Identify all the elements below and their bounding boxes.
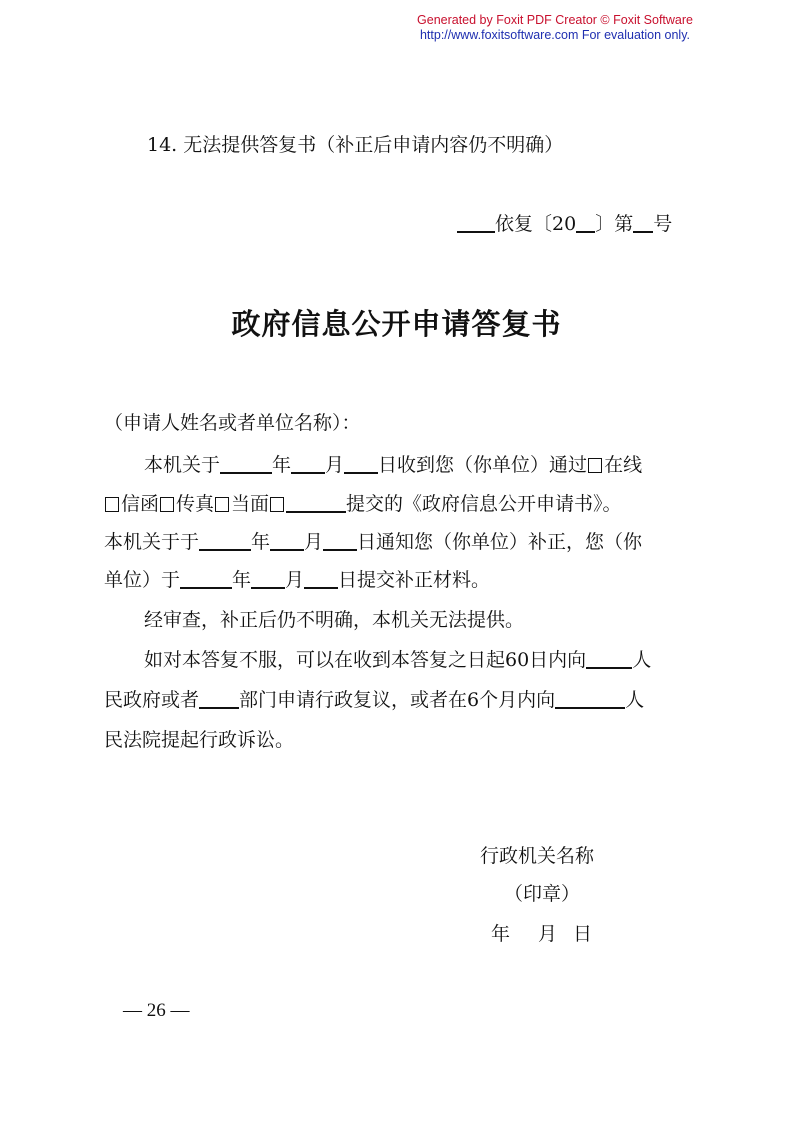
para3-line3: 民法院提起行政诉讼。 [104, 729, 295, 751]
signature-seal: （印章） [504, 883, 581, 905]
para1-line2 [104, 492, 622, 516]
text: 提交的《政府信息公开申请书》。 [346, 493, 622, 515]
blank [199, 531, 251, 551]
text: 民政府或者 [104, 689, 200, 711]
text: 年 [272, 454, 292, 476]
checkbox-fax[interactable] [160, 497, 174, 512]
text: 人 [632, 649, 652, 671]
document-number [457, 212, 672, 236]
date-month: 月 [538, 923, 558, 945]
text: 单位）于 [104, 569, 181, 591]
blank-issuer [457, 213, 495, 233]
checkbox-other[interactable] [270, 497, 284, 512]
signature-org: 行政机关名称 [480, 845, 595, 867]
watermark-line1: Generated by Foxit PDF Creator © Foxit Software [417, 13, 693, 27]
checkbox-in-person[interactable] [215, 497, 229, 512]
page-number: — 26 — [123, 1000, 190, 1021]
blank [286, 493, 346, 513]
signature-date [491, 922, 592, 946]
text: 日提交补正材料。 [338, 569, 491, 591]
date-year: 年 [491, 923, 511, 945]
text: 本机关于 [144, 454, 221, 476]
blank [344, 454, 378, 474]
blank [199, 689, 239, 709]
blank [220, 454, 272, 474]
text: 在线 [604, 454, 643, 476]
para3-line1 [144, 648, 651, 672]
blank [323, 531, 357, 551]
para1-line4 [104, 568, 490, 592]
watermark-line2: http://www.foxitsoftware.com For evaluation only. [419, 28, 691, 42]
text: 年 [232, 569, 252, 591]
para1-line1 [144, 453, 642, 477]
blank [251, 569, 285, 589]
salutation: （申请人姓名或者单位名称）： [104, 412, 361, 434]
text: 日收到您（你单位）通过 [378, 454, 588, 476]
text: 部门申请行政复议，或者在6个月内向 [239, 689, 556, 711]
text: 日通知您（你单位）补正，您（你 [357, 531, 643, 553]
docnum-part1: 依复〔20 [495, 213, 577, 235]
checkbox-letter[interactable] [105, 497, 119, 512]
para3-line2 [104, 688, 644, 712]
docnum-part3: 号 [653, 213, 673, 235]
blank [304, 569, 338, 589]
para1-line3 [104, 530, 642, 554]
text: 本机关于于 [104, 531, 200, 553]
blank [291, 454, 325, 474]
checkbox-online[interactable] [588, 458, 602, 473]
text: 人 [625, 689, 645, 711]
blank [180, 569, 232, 589]
para2: 经审查，补正后仍不明确，本机关无法提供。 [144, 609, 525, 631]
blank [555, 689, 625, 709]
heading-item: 14. 无法提供答复书（补正后申请内容仍不明确） [147, 134, 564, 156]
blank [586, 649, 632, 669]
text: 传真 [176, 493, 215, 515]
blank-number [633, 213, 653, 233]
blank [270, 531, 304, 551]
text: 如对本答复不服，可以在收到本答复之日起60日内向 [144, 649, 587, 671]
text: 当面 [231, 493, 270, 515]
docnum-part2: 〕第 [595, 213, 634, 235]
text: 年 [251, 531, 271, 553]
page-title: 政府信息公开申请答复书 [231, 307, 562, 341]
blank-year [576, 213, 595, 233]
text: 信函 [121, 493, 160, 515]
text: 月 [325, 454, 345, 476]
text: 月 [285, 569, 305, 591]
text: 月 [304, 531, 324, 553]
foxit-watermark [417, 13, 693, 43]
date-day: 日 [573, 923, 593, 945]
